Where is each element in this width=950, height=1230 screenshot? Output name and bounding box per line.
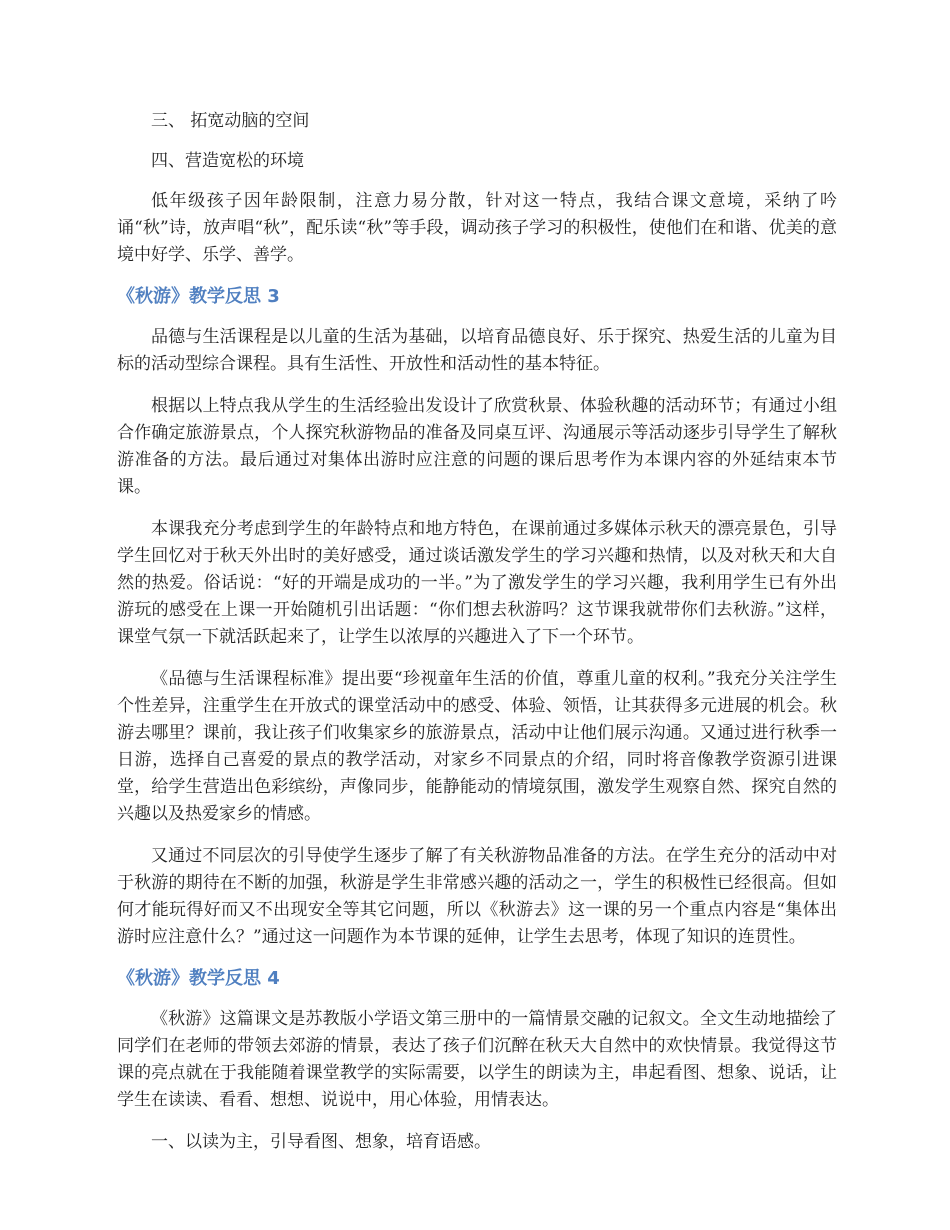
list-item: 三、 拓宽动脑的空间 [151, 111, 310, 131]
list-item: 四、营造宽松的环境 [151, 151, 304, 171]
section-heading: 《秋游》教学反思 3 [117, 286, 280, 307]
paragraph: 低年级孩子因年龄限制，注意力易分散，针对这一特点，我结合课文意境，采纳了吟诵“秋”诗，放声唱“秋”，配乐读“秋”等手段，调动孩子学习的积极性，使他们在和谐、优美的意境中好学、乐学、善学。 [117, 191, 837, 265]
paragraph: 《秋游》这篇课文是苏教版小学语文第三册中的一篇情景交融的记叙文。全文生动地描绘了同学们在老师的带领去郊游的情景，表达了孩子们沉醉在秋天大自然中的欢快情景。我觉得这节课的亮点就在于我能随着课堂教学的实际需要，以学生的朗读为主，串起看图、想象、说话，让学生在读读、看看、想想、说说中，用心体验，用情表达。 [117, 1009, 837, 1110]
paragraph: 《品德与生活课程标准》提出要“珍视童年生活的价值，尊重儿童的权利。”我充分关注学生个性差异，注重学生在开放式的课堂活动中的感受、体验、领悟，让其获得多元进展的机会。秋游去哪里？课前，我让孩子们收集家乡的旅游景点，活动中让他们展示沟通。又通过进行秋季一日游，选择自己喜爱的景点的教学活动，对家乡不同景点的介绍，同时将音像教学资源引进课堂，给学生营造出色彩缤纷，声像同步，能静能动的情境氛围，激发学生观察自然、探究自然的兴趣以及热爱家乡的情感。 [117, 669, 837, 824]
section-heading: 《秋游》教学反思 4 [117, 968, 280, 989]
paragraph: 品德与生活课程是以儿童的生活为基础，以培育品德良好、乐于探究、热爱生活的儿童为目标的活动型综合课程。具有生活性、开放性和活动性的基本特征。 [117, 327, 837, 374]
paragraph: 根据以上特点我从学生的生活经验出发设计了欣赏秋景、体验秋趣的活动环节；有通过小组合作确定旅游景点，个人探究秋游物品的准备及同桌互评、沟通展示等活动逐步引导学生了解秋游准备的方法。最后通过对集体出游时应注意的问题的课后思考作为本课内容的外延结束本节课。 [117, 396, 837, 497]
list-item: 一、以读为主，引导看图、想象，培育语感。 [151, 1132, 491, 1152]
document-page [117, 108, 837, 1169]
paragraph: 本课我充分考虑到学生的年龄特点和地方特色，在课前通过多媒体示秋天的漂亮景色，引导学生回忆对于秋天外出时的美好感受，通过谈话激发学生的学习兴趣和热情，以及对秋天和大自然的热爱。俗话说：“好的开端是成功的一半。”为了激发学生的学习兴趣，我利用学生已有外出游玩的感受在上课一开始随机引出话题：“你们想去秋游吗？这节课我就带你们去秋游。”这样，课堂气氛一下就活跃起来了，让学生以浓厚的兴趣进入了下一个环节。 [117, 519, 837, 647]
paragraph: 又通过不同层次的引导使学生逐步了解了有关秋游物品准备的方法。在学生充分的活动中对于秋游的期待在不断的加强，秋游是学生非常感兴趣的活动之一，学生的积极性已经很高。但如何才能玩得好而又不出现安全等其它问题，所以《秋游去》这一课的另一个重点内容是“集体出游时应注意什么？”通过这一问题作为本节课的延伸，让学生去思考，体现了知识的连贯性。 [117, 846, 837, 947]
